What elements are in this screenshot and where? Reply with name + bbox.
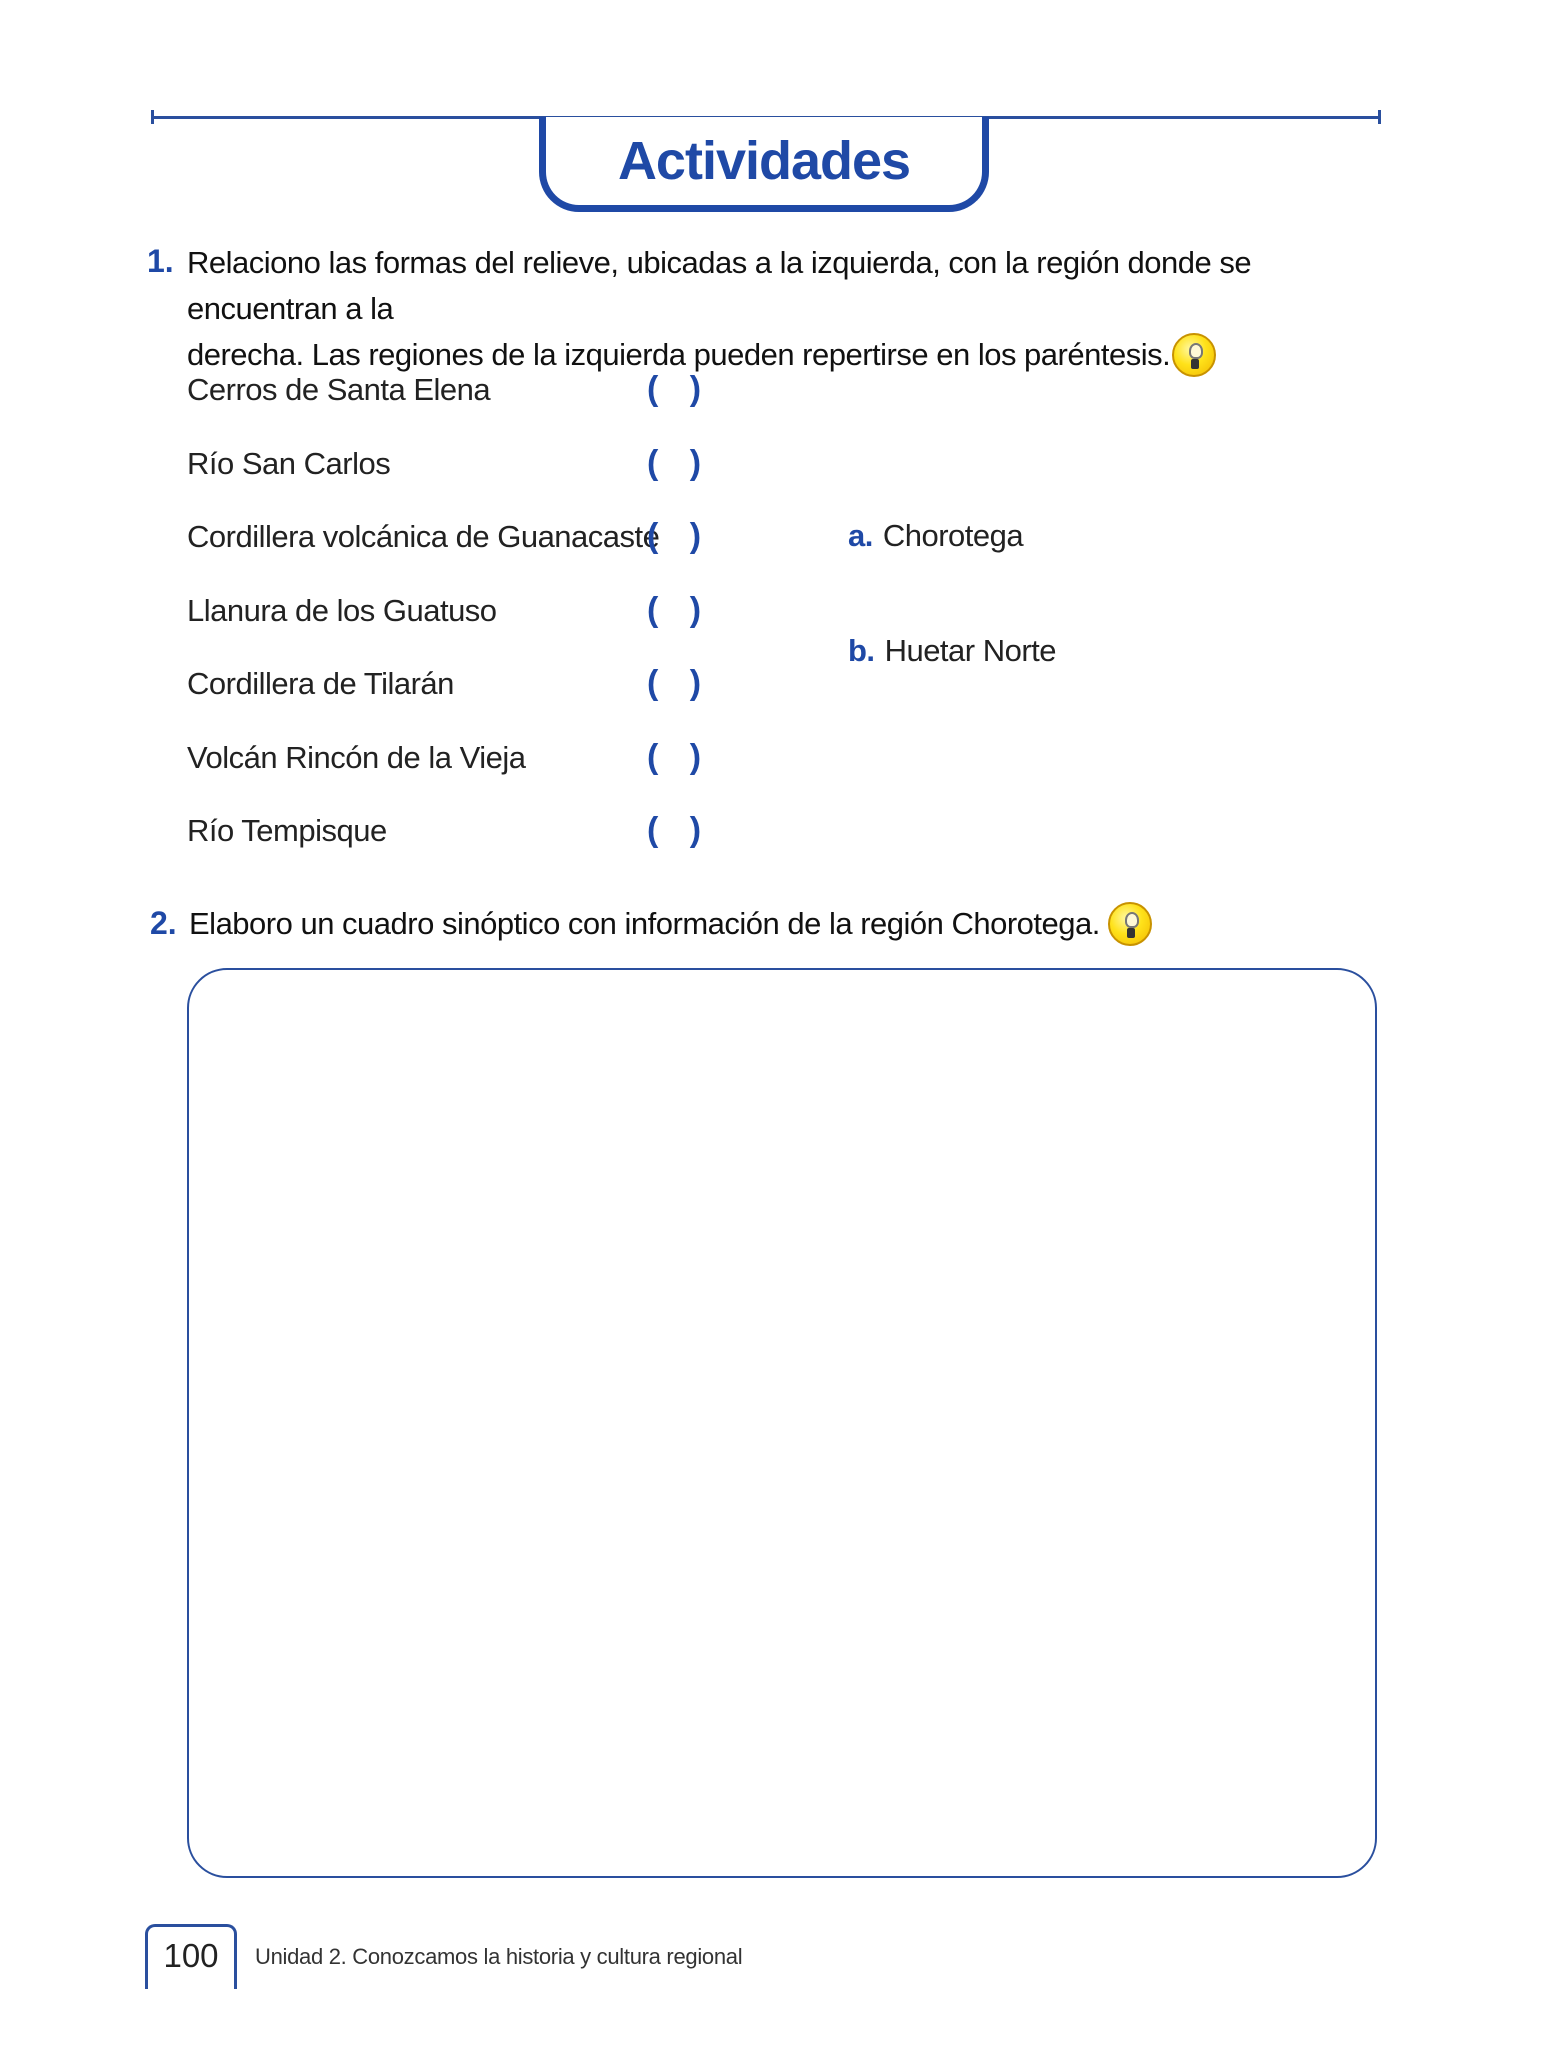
activity-1-number: 1. [147, 243, 174, 279]
answer-parentheses[interactable]: ( ) [647, 664, 702, 702]
activity-2 [150, 905, 177, 942]
answer-parentheses[interactable]: ( ) [647, 738, 702, 776]
region-name: Chorotega [882, 518, 1024, 553]
page-title: Actividades [617, 131, 911, 191]
activity-2-instructions [189, 901, 1152, 947]
relief-item: Volcán Rincón de la Vieja [187, 740, 526, 775]
lightbulb-icon [1172, 333, 1216, 377]
answer-parentheses[interactable]: ( ) [647, 591, 702, 629]
region-label: b. [848, 633, 875, 668]
activity-1-text-line2: derecha. Las regiones de la izquierda pueden repertirse en los paréntesis. [187, 337, 1171, 372]
answer-parentheses[interactable]: ( ) [647, 444, 702, 482]
footer-unit-text: Unidad 2. Conozcamos la historia y cultura regional [255, 1944, 743, 1969]
relief-item: Cordillera volcánica de Guanacaste [187, 519, 660, 554]
relief-item: Cordillera de Tilarán [187, 666, 454, 701]
answer-parentheses[interactable]: ( ) [647, 370, 702, 408]
relief-item: Río San Carlos [187, 446, 391, 481]
region-option-a [848, 518, 1023, 554]
rule-right-tick [1378, 110, 1381, 124]
answer-parentheses[interactable]: ( ) [647, 517, 702, 555]
rule-left-tick [151, 110, 154, 124]
activity-1-text-line1: Relaciono las formas del relieve, ubicadas a la izquierda, con la región donde se encuentran a la [187, 245, 1252, 326]
answer-parentheses[interactable]: ( ) [647, 811, 702, 849]
activity-1-instructions [187, 240, 1387, 378]
synoptic-chart-answer-box[interactable] [187, 968, 1377, 1878]
relief-item: Río Tempisque [187, 813, 387, 848]
region-option-b [848, 633, 1056, 669]
relief-item: Llanura de los Guatuso [187, 593, 497, 628]
region-label: a. [848, 518, 873, 553]
activity-2-number: 2. [150, 905, 177, 941]
activity-2-text: Elaboro un cuadro sinóptico con información de la región Chorotega. [189, 906, 1100, 941]
region-name: Huetar Norte [884, 633, 1057, 668]
activity-1 [147, 243, 174, 280]
page-number: 100 [145, 1924, 237, 1989]
lightbulb-icon [1108, 902, 1152, 946]
relief-item: Cerros de Santa Elena [187, 372, 491, 407]
